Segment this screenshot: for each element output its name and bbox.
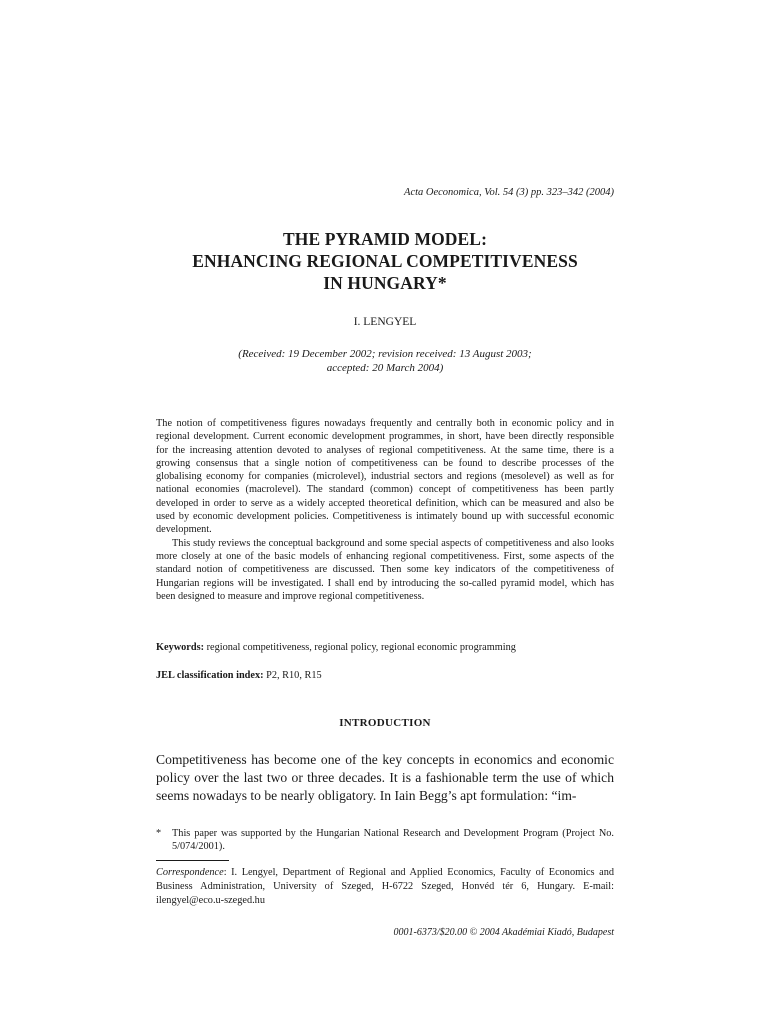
introduction-body	[156, 751, 614, 805]
correspondence-text: : I. Lengyel, Department of Regional and Applied Economics, Faculty of Economics and Business Administration, University of Szeged, H-6722 Szeged, Honvéd tér 6, Hungary. E-mail: ilengyel@eco.u-szeged.hu	[156, 867, 614, 906]
author-name: I. LENGYEL	[353, 316, 417, 328]
title-line: IN HUNGARY*	[323, 273, 447, 293]
jel-label: JEL classification index:	[156, 670, 264, 681]
section-heading: INTRODUCTION	[339, 717, 431, 729]
abstract-paragraph: This study reviews the conceptual background and some special aspects of competitiveness and also looks more closely at one of the basic models of enhancing regional competitiveness. First, some aspects of the standard notion of competitiveness are discussed. Then some key indicators of the competitiveness of Hungarian regions will be investigated. I shall end by introducing the so-called pyramid model, which has been designed to measure and improve regional competitiveness.	[156, 537, 614, 602]
footnote-rule	[156, 860, 229, 861]
publisher-line: 0001-6373/$20.00 © 2004 Akadémiai Kiadó, Budapest	[393, 927, 614, 938]
footnote	[156, 827, 614, 853]
received-line: accepted: 20 March 2004)	[326, 362, 444, 374]
received-dates	[156, 347, 614, 375]
keywords-text: regional competitiveness, regional policy, regional economic programming	[204, 642, 516, 653]
footnote-text: This paper was supported by the Hungarian National Research and Development Program (Project No. 5/074/2001).	[172, 828, 614, 852]
keywords-label: Keywords:	[156, 642, 205, 653]
jel-text: P2, R10, R15	[263, 670, 322, 681]
received-line: (Received: 19 December 2002; revision received: 13 August 2003;	[238, 348, 532, 360]
journal-reference: Acta Oeconomica, Vol. 54 (3) pp. 323–342 (2004)	[404, 187, 614, 198]
correspondence-label: Correspondence	[156, 867, 224, 878]
footnote-mark: *	[156, 828, 162, 839]
article-title	[156, 228, 614, 294]
abstract	[156, 417, 614, 603]
intro-paragraph: Competitiveness has become one of the key concepts in economics and economic policy over the last two or three decades. It is a fashionable term the use of which seems nowadays to be nearly obligatory. In Iain Begg’s apt formulation: “im-	[156, 752, 614, 803]
correspondence	[156, 866, 614, 908]
keywords	[156, 641, 614, 654]
abstract-paragraph: The notion of competitiveness figures nowadays frequently and centrally both in economic policy and in regional development. Current economic development programmes, in short, have been directly responsible for the increasing attention devoted to analyses of regional competitiveness. At the same time, there is a growing consensus that a single notion of competitiveness can be found to describe processes of the globalising economy for companies (microlevel), industrial sectors and regions (mesolevel) as well as for national economies (macrolevel). The standard (common) concept of competitiveness has been partly developed in order to serve as a widely accepted theoretical definition, which can be measured and also be used by economic development policies. Competitiveness is intimately bound up with successful economic development.	[156, 418, 614, 536]
title-line: THE PYRAMID MODEL:	[282, 229, 487, 249]
jel-classification	[156, 669, 614, 682]
title-line: ENHANCING REGIONAL COMPETITIVENESS	[192, 251, 578, 271]
